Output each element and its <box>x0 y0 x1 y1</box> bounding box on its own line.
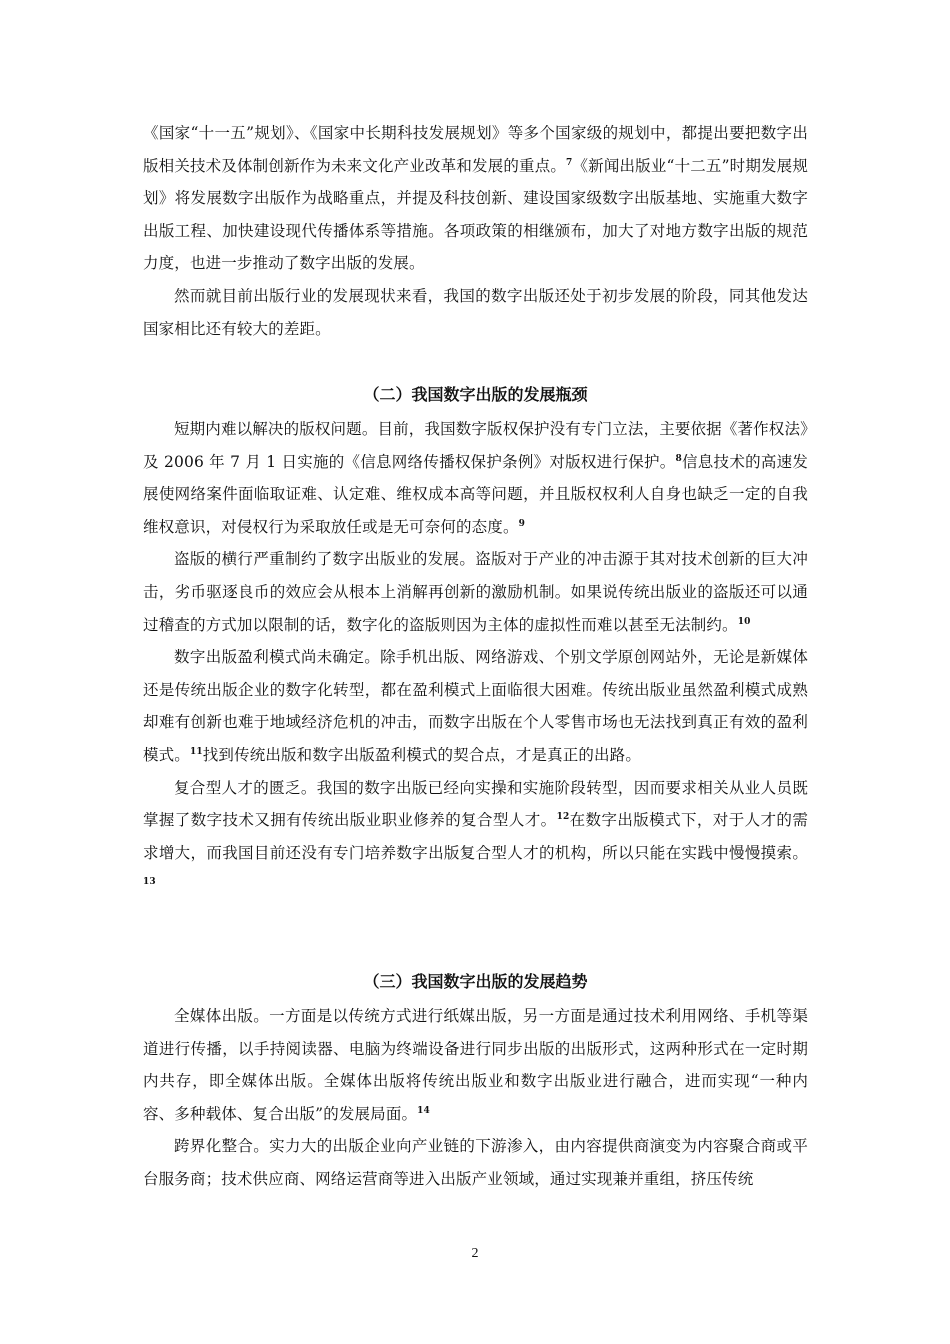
footnote-ref[interactable]: 14 <box>417 1105 430 1116</box>
paragraph-all-media <box>143 1000 808 1130</box>
footnote-ref[interactable]: 12 <box>556 812 570 823</box>
paragraph-cross-border: 跨界化整合。实力大的出版企业向产业链的下游渗入，由内容提供商演变为内容聚合商或平台服务商；技术供应商、网络运营商等进入出版产业领域，通过实现兼并重组，挤压传统 <box>143 1137 808 1188</box>
paragraph-text: 盗版的横行严重制约了数字出版业的发展。盗版对于产业的冲击源于其对技术创新的巨大冲击，劣币驱逐良币的效应会从根本上消解再创新的激励机制。如果说传统出版业的盗版还可以通过稽查的方式加以限制的话，数字化的盗版则因为主体的虚拟性而难以甚至无法制约。 <box>143 550 808 634</box>
footnote-ref[interactable]: 9 <box>518 518 526 529</box>
paragraph-text: 全媒体出版。一方面是以传统方式进行纸媒出版，另一方面是通过技术利用网络、手机等渠道进行传播，以手持阅读器、电脑为终端设备进行同步出版的出版形式，这两种形式在一定时期内共存，即全媒体出版。全媒体出版将传统出版业和数字出版业进行融合，进而实现“一种内容、多种载体、复合出版”的发展局面。 <box>143 1007 808 1123</box>
paragraph-copyright <box>143 413 808 543</box>
paragraph-policy <box>143 117 808 280</box>
paragraph-status: 然而就目前出版行业的发展现状来看，我国的数字出版还处于初步发展的阶段，同其他发达国家相比还有较大的差距。 <box>143 286 808 338</box>
footnote-ref[interactable]: 13 <box>143 877 156 888</box>
section-heading-bottleneck: （二）我国数字出版的发展瓶颈 <box>363 385 588 404</box>
paragraph-text: 在数字出版模式下，对于人才的需求增大，而我国目前还没有专门培养数字出版复合型人才的机构，所以只能在实践中慢慢摸索。 <box>143 811 808 862</box>
page-number: 2 <box>471 1246 479 1261</box>
paragraph-text: 复合型人才的匮乏。我国的数字出版已经向实操和实施阶段转型，因而要求相关从业人员既掌握了数字技术又拥有传统出版业职业修养的复合型人才。 <box>143 778 808 830</box>
paragraph-text: 《国家“十一五”规划》、《国家中长期科技发展规划》等多个国家级的规划中，都提出要把数字出版相关技术及体制创新作为未来文化产业改革和发展的重点。 <box>143 124 808 175</box>
paragraph-text: 找到传统出版和数字出版盈利模式的契合点，才是真正的出路。 <box>202 745 641 764</box>
paragraph-text: 信息技术的高速发展使网络案件面临取证难、认定难、维权成本高等问题，并且版权权利人自身也缺乏一定的自我维权意识，对侵权行为采取放任或是无可奈何的态度。 <box>143 452 809 536</box>
paragraph-text: 短期内难以解决的版权问题。目前，我国数字版权保护没有专门立法，主要依据《著作权法》及 2006 年 7 月 1 日实施的《信息网络传播权保护条例》对版权进行保护。 <box>143 420 808 471</box>
body-block-1 <box>143 117 808 345</box>
footnote-ref[interactable]: 7 <box>566 157 573 168</box>
section-heading-trends: （三）我国数字出版的发展趋势 <box>363 972 588 991</box>
footnote-ref[interactable]: 8 <box>675 453 682 464</box>
footnote-ref[interactable]: 11 <box>189 746 203 757</box>
paragraph-piracy <box>143 543 808 641</box>
footnote-ref[interactable]: 10 <box>737 616 751 627</box>
paragraph-talent <box>143 772 808 902</box>
paragraph-text: 《新闻出版业“十二五”时期发展规划》将发展数字出版作为战略重点，并提及科技创新、建设国家级数字出版基地、实施重大数字出版工程、加快建设现代传播体系等措施。各项政策的相继颁布，加大了对地方数字出版的规范力度，也进一步推动了数字出版的发展。 <box>143 156 809 273</box>
body-block-2 <box>143 413 808 902</box>
paragraph-profit-model <box>143 641 808 771</box>
body-block-3 <box>143 1000 808 1196</box>
paragraph-text: 数字出版盈利模式尚未确定。除手机出版、网络游戏、个别文学原创网站外，无论是新媒体还是传统出版企业的数字化转型，都在盈利模式上面临很大困难。传统出版业虽然盈利模式成熟却难有创新也难于地域经济危机的冲击，而数字出版在个人零售市场也无法找到真正有效的盈利模式。 <box>143 648 808 764</box>
